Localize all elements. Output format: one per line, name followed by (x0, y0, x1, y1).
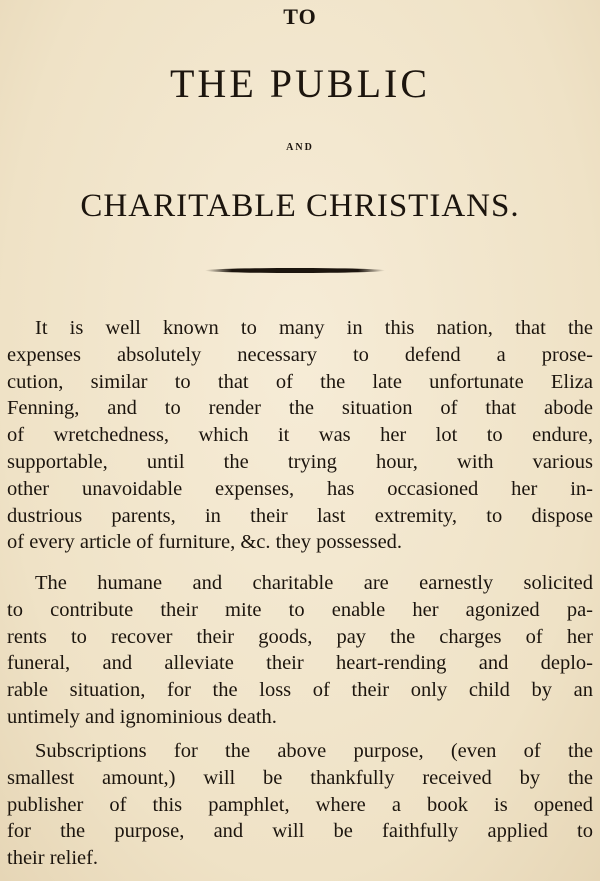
text-line: Subscriptions for the above purpose, (even of the (35, 740, 593, 762)
text-line: of wretchedness, which it was her lot to endure, (7, 424, 593, 447)
text-line: The humane and charitable are earnestly solicited (35, 572, 593, 594)
text-line: smallest amount,) will be thankfully received by the (7, 766, 593, 789)
text-line: funeral, and alleviate their heart-rending and deplo- (7, 652, 593, 675)
paragraph-1 (7, 315, 593, 556)
paragraph-3 (7, 738, 593, 872)
paragraph-2 (7, 570, 593, 731)
text-line: cution, similar to that of the late unfortunate Eliza (7, 370, 593, 393)
heading-charitable-christians: CHARITABLE CHRISTIANS. (80, 188, 520, 224)
text-line: of every article of furniture, &c. they possessed. (7, 531, 403, 554)
text-line: untimely and ignominious death. (7, 705, 277, 728)
heading-and: AND (286, 142, 314, 153)
text-line: to contribute their mite to enable her agonized pa- (7, 598, 593, 621)
text-line: expenses absolutely necessary to defend a prose- (7, 343, 593, 366)
text-line: for the purpose, and will be faithfully applied to (7, 820, 593, 843)
text-line: rable situation, for the loss of their only child by an (7, 679, 593, 702)
heading-to: TO (283, 4, 317, 29)
text-line: Fenning, and to render the situation of that abode (7, 397, 593, 420)
text-line: rents to recover their goods, pay the charges of her (7, 625, 593, 648)
text-line: It is well known to many in this nation, that the (35, 317, 593, 339)
text-line: dustrious parents, in their last extremity, to dispose (7, 504, 593, 527)
ornamental-rule (205, 268, 385, 273)
text-line: other unavoidable expenses, has occasioned her in- (7, 477, 593, 500)
heading-the-public: THE PUBLIC (170, 61, 430, 106)
text-line: their relief. (7, 847, 99, 870)
text-line: publisher of this pamphlet, where a book is opened (7, 793, 593, 816)
text-line: supportable, until the trying hour, with various (7, 450, 593, 473)
